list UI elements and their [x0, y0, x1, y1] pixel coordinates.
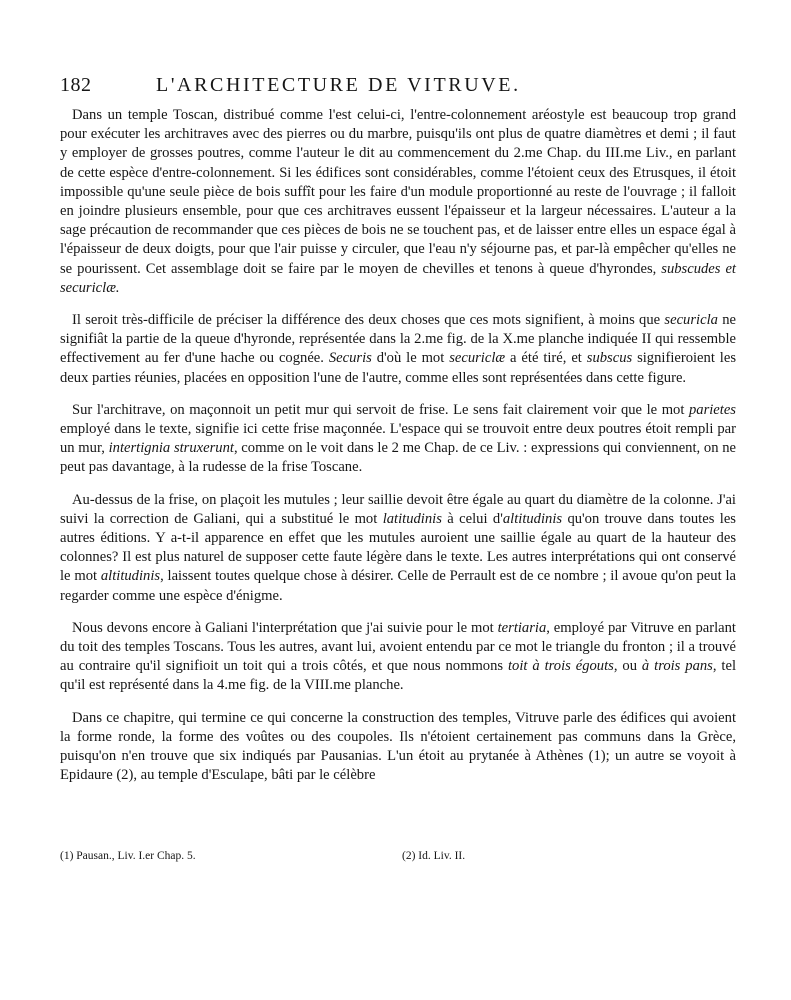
page-header — [60, 74, 736, 104]
text-run: qu'on trouve dans toutes les autres éditions. Y a-t-il apparence en effet que les mutules auroient une saillie égale au quart de la hauteur des colonnes? Il est plus naturel de supposer cette faute légère dans le texte. Les autres interprétations qui ont conservé le mot — [60, 510, 736, 585]
paragraph — [60, 709, 736, 786]
paragraph — [60, 106, 736, 298]
text-run: Nous devons encore à Galiani l'interprétation que j'ai suivie pour le mot — [72, 619, 498, 636]
text-run: Sur l'architrave, on maçonnoit un petit mur qui servoit de frise. Le sens fait clairement voir que le mot — [72, 401, 689, 418]
text-run: , comme on le voit dans le 2 me Chap. de ce Liv. : expressions qui conviennent, on ne peut pas davantage, à la rudesse de la frise Toscane. — [60, 440, 736, 476]
text-run: Au-dessus de la frise, on plaçoit les mutules ; leur saillie devoit être égale au quart du diamètre de la colonne. J'ai suivi la correction de Galiani, qui a substitué le mot — [60, 491, 736, 527]
italic-term: securicla — [664, 312, 718, 329]
italic-term: subscus — [586, 350, 633, 367]
italic-term: parietes — [688, 401, 736, 418]
italic-term: altitudinis — [100, 568, 161, 585]
italic-term: intertignia struxerunt — [108, 440, 234, 457]
footnote-1: (1) Pausan., Liv. I.er Chap. 5. — [60, 850, 196, 862]
paragraph — [60, 619, 736, 696]
italic-term: subscudes et securiclæ. — [60, 260, 736, 296]
italic-term: altitudinis — [502, 510, 563, 527]
text-run: Dans un temple Toscan, distribué comme l'est celui-ci, l'entre-colonnement aréostyle est beaucoup trop grand pour exécuter les architraves avec des pierres ou du marbre, puisqu'ils ont plus de quatre diamètres et demi ; il faut y employer de grosses poutres, comme l'auteur le dit au commencement du 2.me Chap. du III.me Liv., en parlant de cette espèce d'entre-colonnement. Si les édifices sont considérables, comme l'étoient ceux des Etrusques, il étoit impossible qu'une seule pièce de bois suffît pour les faire d'un module proportionné au reste de l'ouvrage ; il falloit en joindre plusieurs ensemble, pour que ces architraves eussent l'épaisseur et la largeur nécessaires. L'auteur a la sage précaution de recommander que ces pièces de bois ne se touchent pas, et de laisser entre elles un espace égal à l'épaisseur de deux doigts, pour que l'air puisse y circuler, que l'eau n'y séjourne pas, et par-là empêcher qu'elles ne se pourissent. Cet assemblage doit se faire par le moyen de chevilles et tenons à queue d'hyrondes, — [60, 107, 736, 277]
italic-term: tertiaria — [497, 619, 547, 636]
italic-term: latitudinis — [382, 510, 442, 527]
text-run: employé dans le texte, signifie ici cette frise maçonnée. L'espace qui se trouvoit entre deux poutres étoit rempli par un mur, — [60, 421, 736, 457]
italic-term: toit à trois égouts — [508, 658, 614, 675]
text-run: d'où le mot — [371, 350, 450, 367]
text-run: , employé par Vitruve en parlant du toit des temples Toscans. Tous les autres, avant lui, avoient entendu par ce mot le triangle du fronton ; il a trouvé au contraire qu'il signifioit un toit qui a trois côtés, et que nous nommons — [60, 619, 736, 675]
footnote-2: (2) Id. Liv. II. — [402, 850, 466, 862]
text-run: , tel qu'il est représenté dans la 4.me fig. de la VIII.me planche. — [60, 658, 737, 694]
footnotes — [60, 850, 736, 870]
paragraph — [60, 401, 736, 478]
text-run: à celui d' — [441, 510, 503, 527]
paragraph — [60, 311, 736, 388]
italic-term: securiclæ — [449, 350, 506, 367]
paragraph — [60, 491, 736, 606]
text-run: a été tiré, et — [505, 350, 587, 367]
text-run: signifieroient les deux parties réunies, placées en opposition l'une de l'autre, comme elles sont représentées dans cette figure. — [60, 350, 737, 386]
italic-term: à trois pans — [641, 658, 713, 675]
text-run: ne signifiât la partie de la queue d'hyronde, représentée dans la 2.me fig. de la X.me planche indiquée II qui ressemble effectivement au fer d'une hache ou cognée. — [60, 312, 736, 367]
text-run: Il seroit très-difficile de préciser la différence des deux choses que ces mots signifient, à moins que — [72, 312, 665, 329]
body-text — [60, 106, 736, 799]
page-number: 182 — [60, 74, 92, 96]
text-run: , laissent toutes quelque chose à désirer. Celle de Perrault est de ce nombre ; il avoue qu'on peut la regarder comme une espèce d'énigme. — [60, 568, 736, 604]
running-title: L'ARCHITECTURE DE VITRUVE. — [156, 74, 521, 96]
text-run: , ou — [613, 658, 642, 675]
text-run: Dans ce chapitre, qui termine ce qui concerne la construction des temples, Vitruve parle des édifices qui avoient la forme ronde, la forme des voûtes ou des coupoles. Ils n'étoient certainement pas communs dans la Grèce, puisqu'on n'en trouve que six indiqués par Pausanias. L'un étoit au prytanée à Athènes (1); un autre se voyoit à Epidaure (2), au temple d'Esculape, bâti par le célèbre — [60, 709, 736, 784]
italic-term: Securis — [328, 350, 372, 367]
